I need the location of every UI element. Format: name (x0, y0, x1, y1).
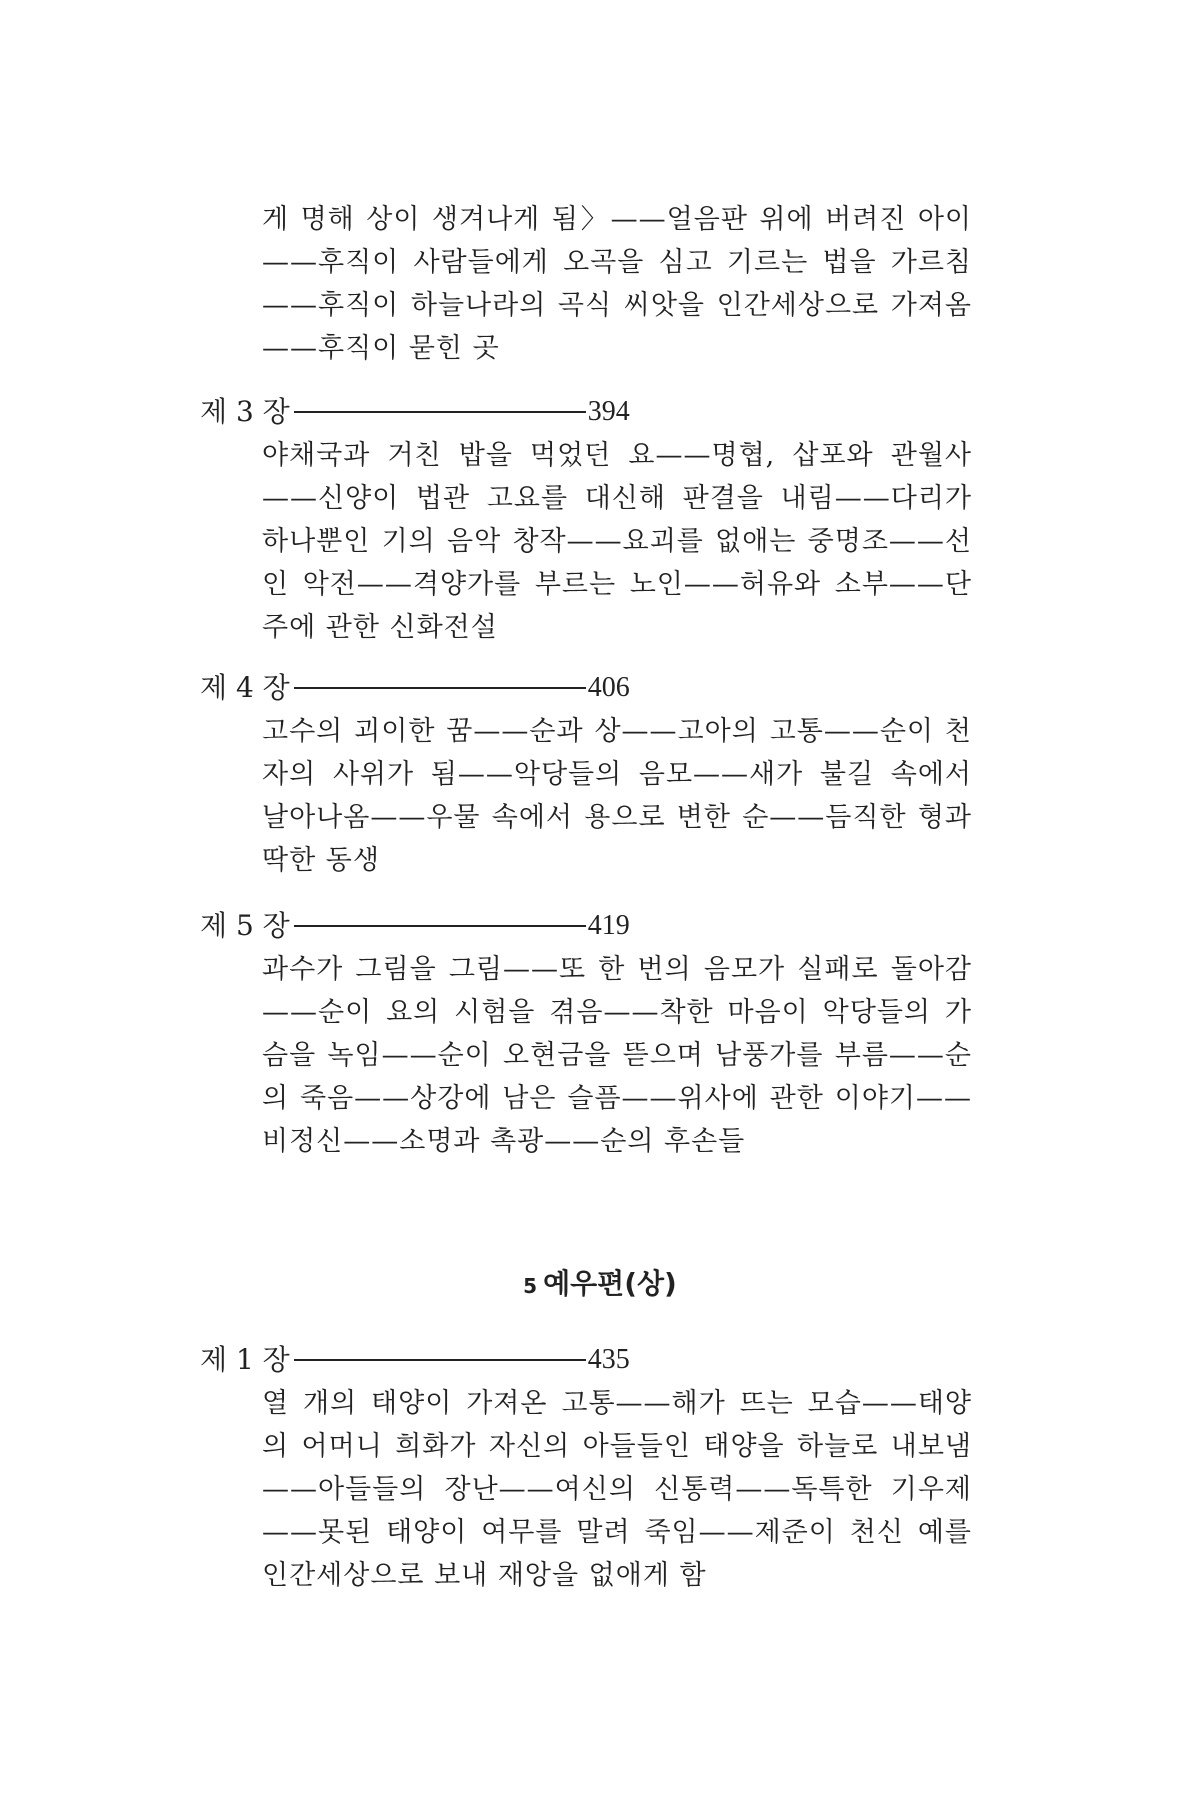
dot-leader (294, 1359, 586, 1361)
chapter-heading-5 (200, 906, 630, 946)
dot-leader (294, 687, 586, 689)
section-number: 5 (523, 1274, 538, 1298)
intro-paragraph: 게 명해 상이 생겨나게 됨〉——얼음판 위에 버려진 아이——후직이 사람들에게 오곡을 심고 기르는 법을 가르침——후직이 하늘나라의 곡식 씨앗을 인간세상으로 가져옴——후직이 묻힌 곳 (262, 204, 972, 364)
chapter-label: 제 3 장 (200, 395, 290, 428)
chapter-label: 제 4 장 (200, 671, 290, 704)
section-chapter-summary-1: 열 개의 태양이 가져온 고통——해가 뜨는 모습——태양의 어머니 희화가 자신의 아들들인 태양을 하늘로 내보냄——아들들의 장난——여신의 신통력——독특한 기우제——못된 태양이 여무를 말려 죽임——제준이 천신 예를 인간세상으로 보내 재앙을 없애게 함 (262, 1388, 972, 1591)
chapter-page-number: 419 (587, 910, 630, 941)
chapter-page-number: 435 (587, 1344, 630, 1375)
chapter-summary-5: 과수가 그림을 그림——또 한 번의 음모가 실패로 돌아감——순이 요의 시험을 겪음——착한 마음이 악당들의 가슴을 녹임——순이 오현금을 뜯으며 남풍가를 부름——순의 죽음——상강에 남은 슬픔——위사에 관한 이야기——비정신——소명과 촉광——순의 후손들 (262, 954, 972, 1157)
dot-leader (294, 411, 586, 413)
chapter-label: 제 5 장 (200, 909, 290, 942)
chapter-page-number: 406 (587, 672, 630, 703)
chapter-summary-4: 고수의 괴이한 꿈——순과 상——고아의 고통——순이 천자의 사위가 됨——악당들의 음모——새가 불길 속에서 날아나옴——우물 속에서 용으로 변한 순——듬직한 형과 딱한 동생 (262, 716, 972, 876)
chapter-label: 제 1 장 (200, 1343, 290, 1376)
chapter-heading-4 (200, 668, 630, 708)
chapter-summary-3: 야채국과 거친 밥을 먹었던 요——명협, 삽포와 관월사——신양이 법관 고요를 대신해 판결을 내림——다리가 하나뿐인 기의 음악 창작——요괴를 없애는 중명조——선인 악전——격양가를 부르는 노인——허유와 소부——단주에 관한 신화전설 (262, 440, 972, 643)
section-chapter-heading-1 (200, 1340, 630, 1380)
chapter-heading-3 (200, 392, 630, 432)
dot-leader (294, 925, 586, 927)
section-name: 예우편(상) (543, 1267, 677, 1300)
section-title (0, 1262, 1200, 1302)
chapter-page-number: 394 (587, 396, 630, 427)
